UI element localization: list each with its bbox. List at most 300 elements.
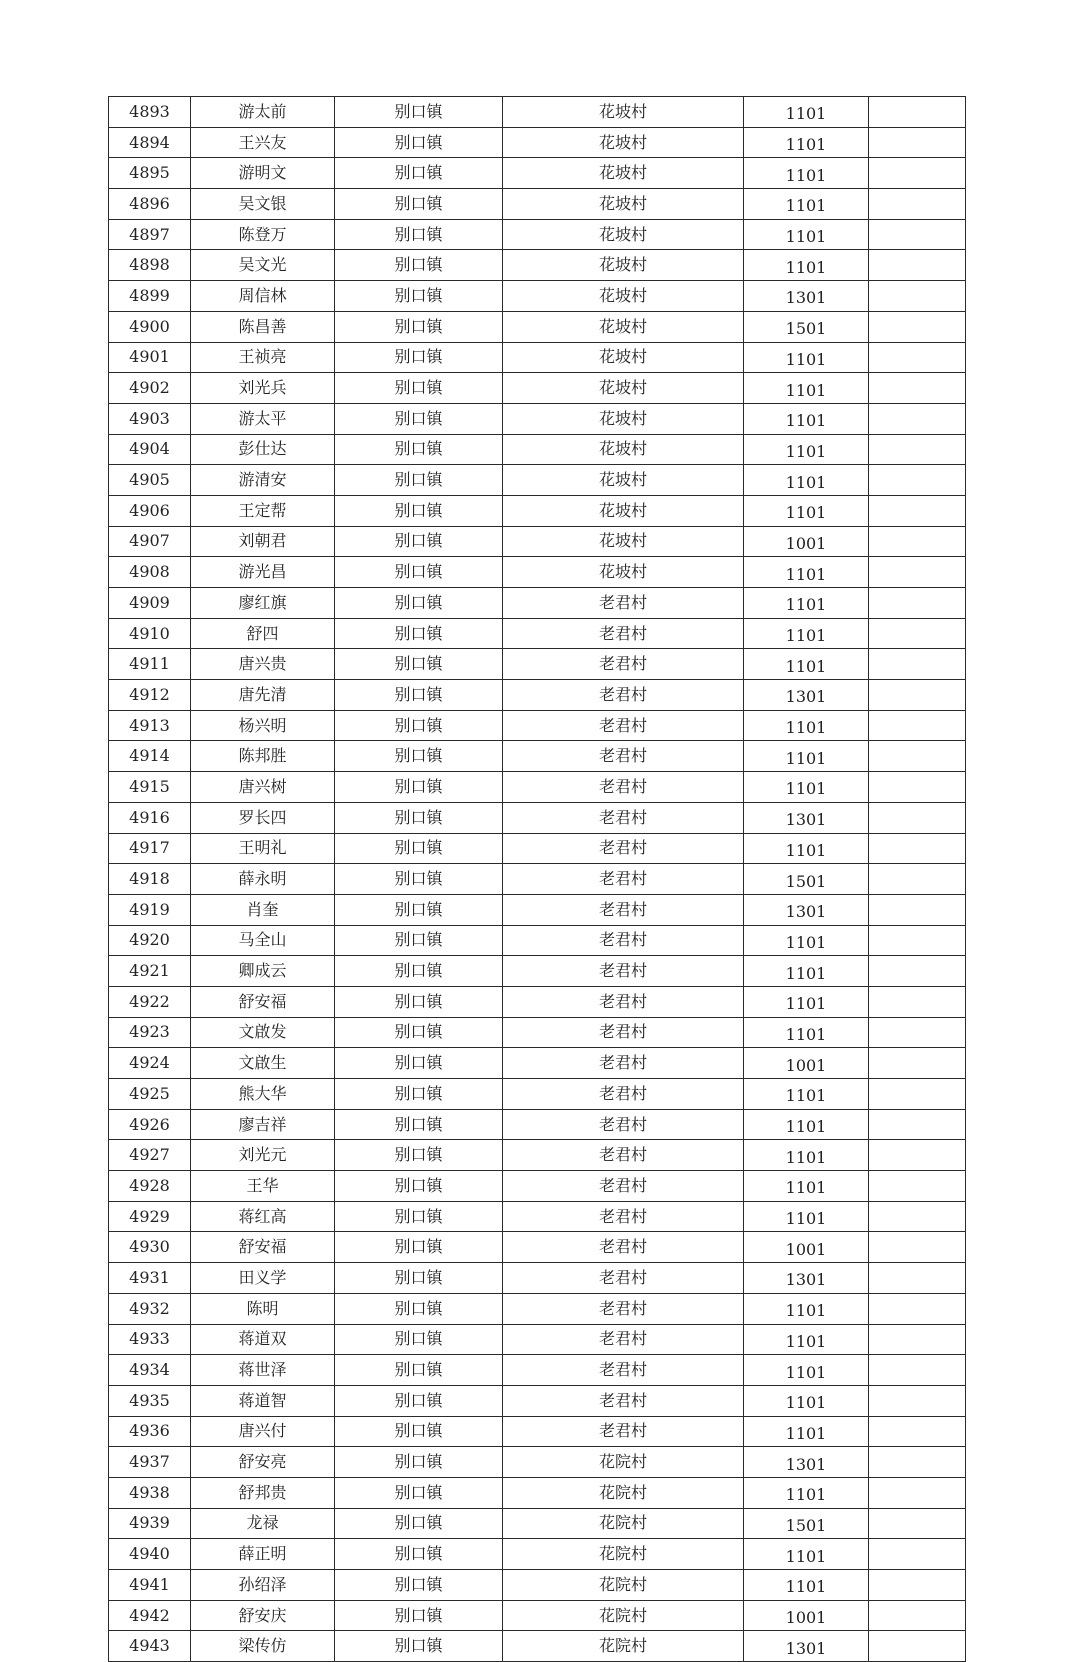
note-cell bbox=[869, 1416, 966, 1447]
table-row bbox=[109, 956, 966, 987]
note-cell bbox=[869, 250, 966, 281]
village-cell: 花坡村 bbox=[503, 158, 744, 189]
amount-cell: 1101 bbox=[744, 741, 869, 772]
person-name-cell: 王明礼 bbox=[191, 833, 335, 864]
note-cell bbox=[869, 97, 966, 128]
amount-cell: 1001 bbox=[744, 1048, 869, 1079]
person-name-cell: 蒋红高 bbox=[191, 1201, 335, 1232]
note-cell bbox=[869, 1508, 966, 1539]
note-cell bbox=[869, 588, 966, 619]
town-cell: 别口镇 bbox=[335, 1109, 503, 1140]
person-name-cell: 唐兴树 bbox=[191, 772, 335, 803]
town-cell: 别口镇 bbox=[335, 1539, 503, 1570]
town-cell: 别口镇 bbox=[335, 434, 503, 465]
note-cell bbox=[869, 1263, 966, 1294]
town-cell: 别口镇 bbox=[335, 127, 503, 158]
table-row bbox=[109, 434, 966, 465]
amount-cell: 1101 bbox=[744, 97, 869, 128]
village-cell: 花坡村 bbox=[503, 189, 744, 220]
table-row bbox=[109, 588, 966, 619]
person-name-cell: 彭仕达 bbox=[191, 434, 335, 465]
person-name-cell: 刘光元 bbox=[191, 1140, 335, 1171]
village-cell: 老君村 bbox=[503, 1109, 744, 1140]
village-cell: 老君村 bbox=[503, 1048, 744, 1079]
amount-cell: 1301 bbox=[744, 894, 869, 925]
note-cell bbox=[869, 802, 966, 833]
roster-table bbox=[108, 96, 966, 1662]
village-cell: 老君村 bbox=[503, 833, 744, 864]
note-cell bbox=[869, 158, 966, 189]
row-number-cell: 4933 bbox=[109, 1324, 191, 1355]
village-cell: 老君村 bbox=[503, 894, 744, 925]
row-number-cell: 4903 bbox=[109, 403, 191, 434]
amount-cell: 1101 bbox=[744, 833, 869, 864]
town-cell: 别口镇 bbox=[335, 588, 503, 619]
town-cell: 别口镇 bbox=[335, 281, 503, 312]
table-row bbox=[109, 311, 966, 342]
person-name-cell: 王兴友 bbox=[191, 127, 335, 158]
person-name-cell: 肖奎 bbox=[191, 894, 335, 925]
village-cell: 老君村 bbox=[503, 1416, 744, 1447]
row-number-cell: 4909 bbox=[109, 588, 191, 619]
row-number-cell: 4937 bbox=[109, 1447, 191, 1478]
row-number-cell: 4894 bbox=[109, 127, 191, 158]
village-cell: 花坡村 bbox=[503, 281, 744, 312]
row-number-cell: 4936 bbox=[109, 1416, 191, 1447]
person-name-cell: 蒋道智 bbox=[191, 1385, 335, 1416]
person-name-cell: 卿成云 bbox=[191, 956, 335, 987]
note-cell bbox=[869, 1201, 966, 1232]
village-cell: 花坡村 bbox=[503, 311, 744, 342]
village-cell: 老君村 bbox=[503, 1171, 744, 1202]
person-name-cell: 舒安福 bbox=[191, 1232, 335, 1263]
table-row bbox=[109, 741, 966, 772]
person-name-cell: 游清安 bbox=[191, 465, 335, 496]
village-cell: 花坡村 bbox=[503, 495, 744, 526]
town-cell: 别口镇 bbox=[335, 1570, 503, 1601]
table-row bbox=[109, 127, 966, 158]
person-name-cell: 陈邦胜 bbox=[191, 741, 335, 772]
amount-cell: 1301 bbox=[744, 680, 869, 711]
note-cell bbox=[869, 1324, 966, 1355]
note-cell bbox=[869, 649, 966, 680]
row-number-cell: 4901 bbox=[109, 342, 191, 373]
note-cell bbox=[869, 127, 966, 158]
amount-cell: 1101 bbox=[744, 1385, 869, 1416]
amount-cell: 1001 bbox=[744, 1600, 869, 1631]
town-cell: 别口镇 bbox=[335, 250, 503, 281]
table-row bbox=[109, 281, 966, 312]
person-name-cell: 刘光兵 bbox=[191, 373, 335, 404]
amount-cell: 1301 bbox=[744, 802, 869, 833]
town-cell: 别口镇 bbox=[335, 1385, 503, 1416]
table-row bbox=[109, 1293, 966, 1324]
note-cell bbox=[869, 1570, 966, 1601]
amount-cell: 1301 bbox=[744, 1447, 869, 1478]
town-cell: 别口镇 bbox=[335, 741, 503, 772]
person-name-cell: 王定帮 bbox=[191, 495, 335, 526]
person-name-cell: 舒安福 bbox=[191, 986, 335, 1017]
village-cell: 花院村 bbox=[503, 1631, 744, 1662]
row-number-cell: 4916 bbox=[109, 802, 191, 833]
row-number-cell: 4908 bbox=[109, 557, 191, 588]
town-cell: 别口镇 bbox=[335, 1263, 503, 1294]
amount-cell: 1001 bbox=[744, 526, 869, 557]
note-cell bbox=[869, 1048, 966, 1079]
note-cell bbox=[869, 434, 966, 465]
person-name-cell: 陈明 bbox=[191, 1293, 335, 1324]
village-cell: 老君村 bbox=[503, 618, 744, 649]
row-number-cell: 4930 bbox=[109, 1232, 191, 1263]
note-cell bbox=[869, 342, 966, 373]
table-row bbox=[109, 1477, 966, 1508]
town-cell: 别口镇 bbox=[335, 894, 503, 925]
village-cell: 老君村 bbox=[503, 741, 744, 772]
town-cell: 别口镇 bbox=[335, 864, 503, 895]
town-cell: 别口镇 bbox=[335, 649, 503, 680]
village-cell: 老君村 bbox=[503, 649, 744, 680]
town-cell: 别口镇 bbox=[335, 526, 503, 557]
amount-cell: 1101 bbox=[744, 403, 869, 434]
table-row bbox=[109, 802, 966, 833]
person-name-cell: 吴文光 bbox=[191, 250, 335, 281]
village-cell: 花坡村 bbox=[503, 127, 744, 158]
person-name-cell: 薛正明 bbox=[191, 1539, 335, 1570]
village-cell: 老君村 bbox=[503, 1263, 744, 1294]
person-name-cell: 周信林 bbox=[191, 281, 335, 312]
row-number-cell: 4918 bbox=[109, 864, 191, 895]
note-cell bbox=[869, 710, 966, 741]
note-cell bbox=[869, 1385, 966, 1416]
village-cell: 花坡村 bbox=[503, 342, 744, 373]
amount-cell: 1101 bbox=[744, 588, 869, 619]
town-cell: 别口镇 bbox=[335, 1447, 503, 1478]
town-cell: 别口镇 bbox=[335, 710, 503, 741]
table-row bbox=[109, 925, 966, 956]
table-row bbox=[109, 710, 966, 741]
note-cell bbox=[869, 894, 966, 925]
person-name-cell: 舒四 bbox=[191, 618, 335, 649]
town-cell: 别口镇 bbox=[335, 956, 503, 987]
person-name-cell: 舒安亮 bbox=[191, 1447, 335, 1478]
town-cell: 别口镇 bbox=[335, 1477, 503, 1508]
row-number-cell: 4919 bbox=[109, 894, 191, 925]
person-name-cell: 罗长四 bbox=[191, 802, 335, 833]
note-cell bbox=[869, 1631, 966, 1662]
person-name-cell: 唐兴付 bbox=[191, 1416, 335, 1447]
village-cell: 老君村 bbox=[503, 802, 744, 833]
amount-cell: 1101 bbox=[744, 986, 869, 1017]
amount-cell: 1101 bbox=[744, 434, 869, 465]
person-name-cell: 唐兴贵 bbox=[191, 649, 335, 680]
note-cell bbox=[869, 495, 966, 526]
village-cell: 花坡村 bbox=[503, 219, 744, 250]
town-cell: 别口镇 bbox=[335, 465, 503, 496]
village-cell: 老君村 bbox=[503, 986, 744, 1017]
table-row bbox=[109, 1447, 966, 1478]
note-cell bbox=[869, 864, 966, 895]
note-cell bbox=[869, 1447, 966, 1478]
row-number-cell: 4938 bbox=[109, 1477, 191, 1508]
table-row bbox=[109, 465, 966, 496]
town-cell: 别口镇 bbox=[335, 373, 503, 404]
note-cell bbox=[869, 956, 966, 987]
person-name-cell: 游太前 bbox=[191, 97, 335, 128]
amount-cell: 1101 bbox=[744, 1416, 869, 1447]
amount-cell: 1101 bbox=[744, 1293, 869, 1324]
row-number-cell: 4902 bbox=[109, 373, 191, 404]
town-cell: 别口镇 bbox=[335, 618, 503, 649]
note-cell bbox=[869, 465, 966, 496]
row-number-cell: 4907 bbox=[109, 526, 191, 557]
town-cell: 别口镇 bbox=[335, 557, 503, 588]
amount-cell: 1101 bbox=[744, 1477, 869, 1508]
row-number-cell: 4940 bbox=[109, 1539, 191, 1570]
amount-cell: 1101 bbox=[744, 1109, 869, 1140]
person-name-cell: 田义学 bbox=[191, 1263, 335, 1294]
table-row bbox=[109, 1017, 966, 1048]
amount-cell: 1101 bbox=[744, 1079, 869, 1110]
row-number-cell: 4898 bbox=[109, 250, 191, 281]
table-row bbox=[109, 495, 966, 526]
row-number-cell: 4925 bbox=[109, 1079, 191, 1110]
village-cell: 花坡村 bbox=[503, 373, 744, 404]
village-cell: 花坡村 bbox=[503, 557, 744, 588]
village-cell: 老君村 bbox=[503, 1201, 744, 1232]
document-page bbox=[108, 96, 966, 1662]
table-row bbox=[109, 1416, 966, 1447]
table-row bbox=[109, 772, 966, 803]
table-row bbox=[109, 1508, 966, 1539]
amount-cell: 1101 bbox=[744, 925, 869, 956]
note-cell bbox=[869, 311, 966, 342]
note-cell bbox=[869, 1232, 966, 1263]
town-cell: 别口镇 bbox=[335, 925, 503, 956]
village-cell: 花坡村 bbox=[503, 465, 744, 496]
table-row bbox=[109, 97, 966, 128]
town-cell: 别口镇 bbox=[335, 311, 503, 342]
table-row bbox=[109, 158, 966, 189]
note-cell bbox=[869, 1539, 966, 1570]
note-cell bbox=[869, 1140, 966, 1171]
amount-cell: 1101 bbox=[744, 710, 869, 741]
village-cell: 老君村 bbox=[503, 925, 744, 956]
village-cell: 老君村 bbox=[503, 864, 744, 895]
person-name-cell: 薛永明 bbox=[191, 864, 335, 895]
row-number-cell: 4911 bbox=[109, 649, 191, 680]
row-number-cell: 4927 bbox=[109, 1140, 191, 1171]
amount-cell: 1501 bbox=[744, 1508, 869, 1539]
row-number-cell: 4923 bbox=[109, 1017, 191, 1048]
person-name-cell: 文啟生 bbox=[191, 1048, 335, 1079]
person-name-cell: 王祯亮 bbox=[191, 342, 335, 373]
note-cell bbox=[869, 1109, 966, 1140]
amount-cell: 1501 bbox=[744, 864, 869, 895]
amount-cell: 1301 bbox=[744, 281, 869, 312]
town-cell: 别口镇 bbox=[335, 158, 503, 189]
note-cell bbox=[869, 618, 966, 649]
note-cell bbox=[869, 986, 966, 1017]
note-cell bbox=[869, 1293, 966, 1324]
village-cell: 老君村 bbox=[503, 710, 744, 741]
note-cell bbox=[869, 1477, 966, 1508]
row-number-cell: 4900 bbox=[109, 311, 191, 342]
amount-cell: 1101 bbox=[744, 1017, 869, 1048]
table-row bbox=[109, 403, 966, 434]
note-cell bbox=[869, 403, 966, 434]
person-name-cell: 吴文银 bbox=[191, 189, 335, 220]
amount-cell: 1101 bbox=[744, 219, 869, 250]
table-row bbox=[109, 894, 966, 925]
town-cell: 别口镇 bbox=[335, 1508, 503, 1539]
town-cell: 别口镇 bbox=[335, 802, 503, 833]
town-cell: 别口镇 bbox=[335, 1416, 503, 1447]
table-row bbox=[109, 1570, 966, 1601]
amount-cell: 1301 bbox=[744, 1263, 869, 1294]
amount-cell: 1101 bbox=[744, 1570, 869, 1601]
amount-cell: 1101 bbox=[744, 373, 869, 404]
amount-cell: 1101 bbox=[744, 189, 869, 220]
table-row bbox=[109, 1324, 966, 1355]
person-name-cell: 游明文 bbox=[191, 158, 335, 189]
row-number-cell: 4905 bbox=[109, 465, 191, 496]
town-cell: 别口镇 bbox=[335, 1079, 503, 1110]
note-cell bbox=[869, 281, 966, 312]
note-cell bbox=[869, 833, 966, 864]
row-number-cell: 4912 bbox=[109, 680, 191, 711]
note-cell bbox=[869, 772, 966, 803]
village-cell: 花坡村 bbox=[503, 526, 744, 557]
town-cell: 别口镇 bbox=[335, 1293, 503, 1324]
amount-cell: 1301 bbox=[744, 1631, 869, 1662]
row-number-cell: 4897 bbox=[109, 219, 191, 250]
table-row bbox=[109, 219, 966, 250]
row-number-cell: 4913 bbox=[109, 710, 191, 741]
person-name-cell: 孙绍泽 bbox=[191, 1570, 335, 1601]
row-number-cell: 4906 bbox=[109, 495, 191, 526]
row-number-cell: 4915 bbox=[109, 772, 191, 803]
row-number-cell: 4926 bbox=[109, 1109, 191, 1140]
table-row bbox=[109, 526, 966, 557]
amount-cell: 1101 bbox=[744, 557, 869, 588]
village-cell: 老君村 bbox=[503, 1232, 744, 1263]
village-cell: 老君村 bbox=[503, 1017, 744, 1048]
town-cell: 别口镇 bbox=[335, 495, 503, 526]
note-cell bbox=[869, 1017, 966, 1048]
row-number-cell: 4929 bbox=[109, 1201, 191, 1232]
row-number-cell: 4924 bbox=[109, 1048, 191, 1079]
table-row bbox=[109, 864, 966, 895]
table-row bbox=[109, 680, 966, 711]
person-name-cell: 陈昌善 bbox=[191, 311, 335, 342]
village-cell: 老君村 bbox=[503, 1324, 744, 1355]
table-row bbox=[109, 618, 966, 649]
village-cell: 老君村 bbox=[503, 1385, 744, 1416]
note-cell bbox=[869, 1079, 966, 1110]
row-number-cell: 4895 bbox=[109, 158, 191, 189]
village-cell: 花坡村 bbox=[503, 250, 744, 281]
village-cell: 老君村 bbox=[503, 772, 744, 803]
person-name-cell: 龙禄 bbox=[191, 1508, 335, 1539]
note-cell bbox=[869, 925, 966, 956]
amount-cell: 1101 bbox=[744, 250, 869, 281]
town-cell: 别口镇 bbox=[335, 97, 503, 128]
row-number-cell: 4917 bbox=[109, 833, 191, 864]
amount-cell: 1101 bbox=[744, 618, 869, 649]
row-number-cell: 4920 bbox=[109, 925, 191, 956]
village-cell: 花院村 bbox=[503, 1600, 744, 1631]
person-name-cell: 陈登万 bbox=[191, 219, 335, 250]
table-row bbox=[109, 1140, 966, 1171]
village-cell: 老君村 bbox=[503, 1079, 744, 1110]
village-cell: 老君村 bbox=[503, 1355, 744, 1386]
village-cell: 老君村 bbox=[503, 588, 744, 619]
town-cell: 别口镇 bbox=[335, 1048, 503, 1079]
village-cell: 花院村 bbox=[503, 1539, 744, 1570]
roster-table-body bbox=[109, 97, 966, 1662]
note-cell bbox=[869, 557, 966, 588]
row-number-cell: 4943 bbox=[109, 1631, 191, 1662]
person-name-cell: 廖吉祥 bbox=[191, 1109, 335, 1140]
amount-cell: 1001 bbox=[744, 1232, 869, 1263]
table-row bbox=[109, 1385, 966, 1416]
row-number-cell: 4931 bbox=[109, 1263, 191, 1294]
row-number-cell: 4932 bbox=[109, 1293, 191, 1324]
row-number-cell: 4914 bbox=[109, 741, 191, 772]
town-cell: 别口镇 bbox=[335, 189, 503, 220]
town-cell: 别口镇 bbox=[335, 1355, 503, 1386]
row-number-cell: 4935 bbox=[109, 1385, 191, 1416]
village-cell: 老君村 bbox=[503, 680, 744, 711]
table-row bbox=[109, 1201, 966, 1232]
person-name-cell: 王华 bbox=[191, 1171, 335, 1202]
amount-cell: 1101 bbox=[744, 465, 869, 496]
village-cell: 花坡村 bbox=[503, 97, 744, 128]
row-number-cell: 4910 bbox=[109, 618, 191, 649]
note-cell bbox=[869, 1600, 966, 1631]
table-row bbox=[109, 557, 966, 588]
amount-cell: 1101 bbox=[744, 1201, 869, 1232]
person-name-cell: 马全山 bbox=[191, 925, 335, 956]
amount-cell: 1101 bbox=[744, 1140, 869, 1171]
town-cell: 别口镇 bbox=[335, 1171, 503, 1202]
village-cell: 花院村 bbox=[503, 1477, 744, 1508]
note-cell bbox=[869, 373, 966, 404]
town-cell: 别口镇 bbox=[335, 1201, 503, 1232]
amount-cell: 1101 bbox=[744, 1539, 869, 1570]
person-name-cell: 刘朝君 bbox=[191, 526, 335, 557]
row-number-cell: 4939 bbox=[109, 1508, 191, 1539]
village-cell: 花院村 bbox=[503, 1570, 744, 1601]
table-row bbox=[109, 189, 966, 220]
row-number-cell: 4896 bbox=[109, 189, 191, 220]
amount-cell: 1101 bbox=[744, 956, 869, 987]
town-cell: 别口镇 bbox=[335, 1631, 503, 1662]
note-cell bbox=[869, 189, 966, 220]
person-name-cell: 舒安庆 bbox=[191, 1600, 335, 1631]
row-number-cell: 4904 bbox=[109, 434, 191, 465]
amount-cell: 1101 bbox=[744, 772, 869, 803]
table-row bbox=[109, 1263, 966, 1294]
amount-cell: 1101 bbox=[744, 127, 869, 158]
village-cell: 老君村 bbox=[503, 1293, 744, 1324]
village-cell: 花坡村 bbox=[503, 403, 744, 434]
amount-cell: 1501 bbox=[744, 311, 869, 342]
person-name-cell: 唐先清 bbox=[191, 680, 335, 711]
table-row bbox=[109, 1171, 966, 1202]
town-cell: 别口镇 bbox=[335, 1600, 503, 1631]
person-name-cell: 蒋世泽 bbox=[191, 1355, 335, 1386]
